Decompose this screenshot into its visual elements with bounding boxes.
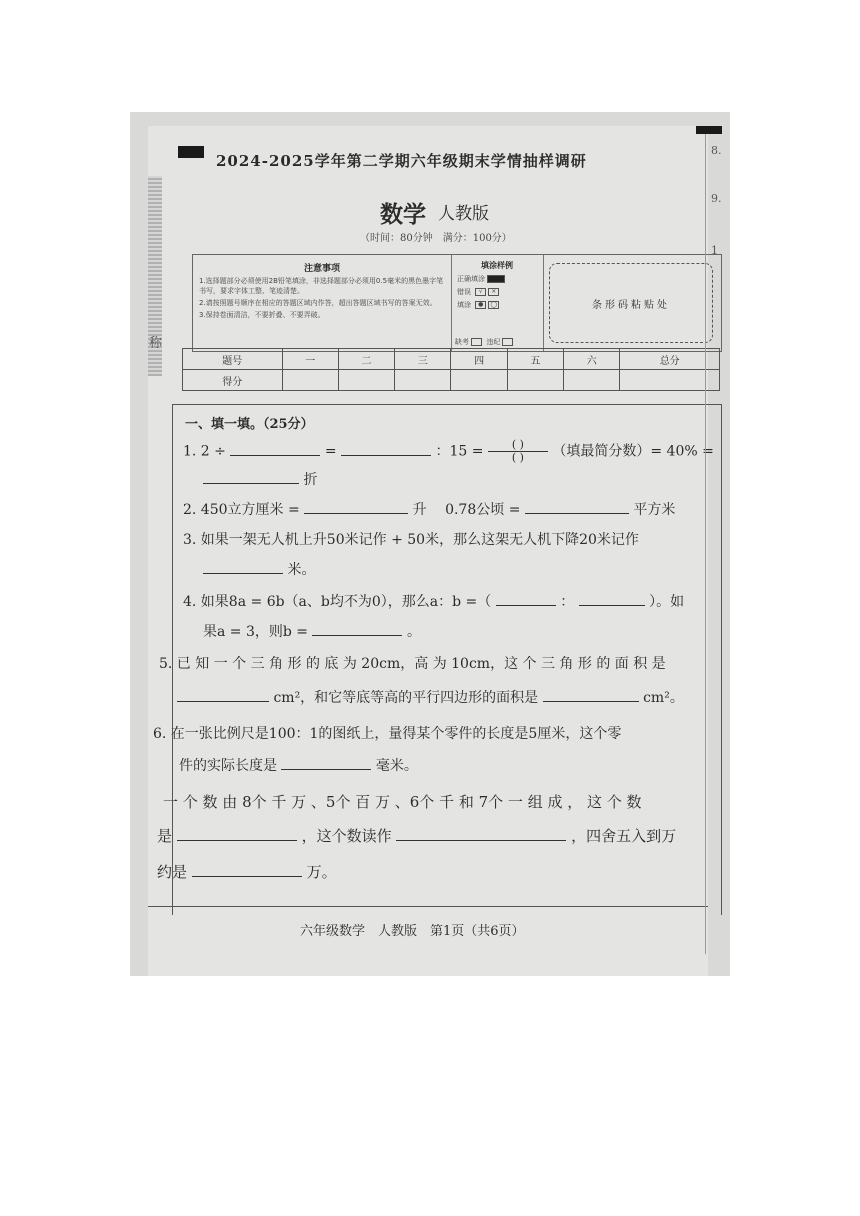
q5-text: cm²，和它等底等高的平行四边形的面积是 [273, 690, 539, 706]
answer-blank[interactable] [230, 454, 320, 456]
answer-blank[interactable] [396, 839, 566, 841]
check-box-icon: √ [475, 288, 486, 296]
footer-divider [148, 906, 708, 907]
question-7-cont [157, 825, 676, 846]
absent-label: 缺考 [455, 338, 469, 346]
score-cell[interactable] [564, 370, 620, 391]
wrong-label: 错误 [457, 288, 471, 296]
answer-blank[interactable] [341, 454, 431, 456]
answer-blank[interactable] [496, 604, 556, 606]
q4-text: 果a = 3，则b = [203, 624, 309, 640]
q1-text: 1. 2 ÷ [183, 443, 226, 460]
q7-text: ，四舍五入到万 [571, 827, 677, 845]
score-header-cell: 五 [507, 349, 563, 370]
edition-label: 人教版 [438, 204, 489, 224]
answer-blank[interactable] [203, 482, 299, 484]
answer-blank[interactable] [543, 700, 639, 702]
fill-label: 填涂 [457, 301, 471, 309]
question-7-cont2 [157, 861, 337, 882]
section-fill-in [153, 404, 722, 915]
score-header-cell: 一 [282, 349, 338, 370]
fraction-numerator: ( ) [511, 438, 524, 451]
notice-box [192, 254, 722, 352]
registration-mark [178, 146, 204, 158]
fill-sample-section [451, 255, 544, 351]
q6-text: 件的实际长度是 [179, 758, 277, 774]
absent-box[interactable] [471, 338, 482, 346]
question-7 [163, 791, 642, 812]
score-header-cell: 题号 [183, 349, 283, 370]
q7-text: 一 个 数 由 8个 千 万 、5个 百 万 、6个 千 和 7个 一 组 成 ， 这 个 数 [163, 793, 642, 811]
side-label: 1 [711, 244, 718, 257]
next-page-edge [705, 134, 730, 954]
q7-text: ，这个数读作 [301, 827, 392, 845]
score-table-header-row [183, 349, 720, 370]
q7-text: 约是 [157, 863, 188, 881]
answer-blank[interactable] [312, 634, 402, 636]
score-table-row [183, 370, 720, 391]
correct-label: 正确填涂 [457, 275, 485, 283]
q2-text: 2. 450立方厘米 = [183, 502, 300, 518]
question-6-cont [179, 755, 418, 775]
score-row-label: 得分 [183, 370, 283, 391]
question-4 [183, 591, 684, 611]
side-label: 9. [711, 192, 722, 205]
answer-blank[interactable] [177, 700, 269, 702]
exam-page [148, 126, 714, 976]
score-header-cell: 四 [451, 349, 507, 370]
q1-text: 折 [303, 472, 318, 488]
question-1-cont [203, 469, 317, 489]
fraction-blank[interactable] [488, 439, 548, 464]
score-cell[interactable] [451, 370, 507, 391]
time-info: （时间：80分钟 满分：100分） [360, 233, 512, 244]
question-3-cont [203, 559, 315, 579]
answer-blank[interactable] [281, 768, 371, 770]
score-cell[interactable] [338, 370, 394, 391]
barcode-area: 条形码粘贴处 [549, 263, 713, 343]
photo-background [130, 112, 730, 976]
score-cell[interactable] [507, 370, 563, 391]
notice-heading: 注意事项 [303, 264, 340, 274]
page-footer: 六年级数学 人教版 第1页（共6页） [300, 924, 525, 939]
q2-text: 升 0.78公顷 = [412, 502, 521, 518]
question-6 [153, 723, 621, 743]
q4-text: 。 [406, 624, 421, 640]
q6-text: 毫米。 [375, 758, 418, 774]
answer-blank[interactable] [525, 512, 629, 514]
notice-item: 2.请按照题号顺序在相应的答题区域内作答，超出答题区域书写的答案无效。 [199, 299, 437, 307]
q5-text: 5. 已 知 一 个 三 角 形 的 底 为 20cm，高 为 10cm，这 个 三 角 形 的 面 积 是 [159, 656, 666, 672]
answer-blank[interactable] [177, 839, 297, 841]
q5-text: cm²。 [643, 690, 684, 706]
circle-box-icon: ◯ [488, 301, 499, 309]
question-3 [183, 529, 639, 549]
score-header-cell: 总分 [620, 349, 720, 370]
answer-blank[interactable] [579, 604, 645, 606]
score-cell[interactable] [282, 370, 338, 391]
side-char: 称 [149, 336, 163, 351]
q6-text: 6. 在一张比例尺是100：1的图纸上，量得某个零件的长度是5厘米，这个零 [153, 726, 622, 742]
dot-box-icon: ● [475, 301, 486, 309]
q2-text: 平方米 [633, 502, 676, 518]
q3-text: 3. 如果一架无人机上升50米记作 + 50米，那么这架无人机下降20米记作 [183, 532, 639, 548]
notice-item: 3.保持卷面清洁，不要折叠、不要弄破。 [199, 311, 325, 319]
q4-text: ）。如 [649, 594, 685, 610]
question-2 [183, 499, 675, 519]
violation-box[interactable] [502, 338, 513, 346]
q4-text: 4. 如果8a = 6b（a、b均不为0），那么a：b =（ [183, 594, 492, 610]
answer-blank[interactable] [192, 875, 302, 877]
answer-blank[interactable] [203, 572, 283, 574]
violation-label: 违纪 [486, 338, 501, 346]
fraction-denominator: ( ) [511, 451, 524, 464]
score-header-cell: 二 [338, 349, 394, 370]
question-5 [159, 653, 666, 673]
notice-item: 1.选择题部分必须使用2B铅笔填涂，非选择题部分必须用0.5毫米的黑色墨字笔书写，要求字体工整、笔迹清楚。 [199, 277, 444, 295]
fill-sample-heading: 填涂样例 [481, 261, 513, 270]
filled-box-icon [487, 275, 505, 283]
question-1 [183, 439, 714, 464]
exam-title: 2024-2025学年第二学期六年级期末学情抽样调研 [216, 152, 587, 170]
score-table [182, 348, 720, 391]
question-5-cont [177, 687, 684, 707]
section-heading: 一、填一填。（25分） [185, 417, 314, 432]
score-header-cell: 六 [564, 349, 620, 370]
q1-text: = [324, 443, 337, 460]
side-label: 8. [711, 144, 722, 157]
q7-text: 万。 [306, 863, 337, 881]
score-header-cell: 三 [395, 349, 451, 370]
q1-text: （填最简分数）= 40% = [552, 443, 714, 460]
q4-text: ： [560, 594, 575, 610]
q3-text: 米。 [287, 562, 316, 578]
q1-text: ：15 = [435, 443, 484, 460]
registration-mark [696, 126, 722, 134]
answer-blank[interactable] [304, 512, 408, 514]
q7-text: 是 [157, 827, 173, 845]
notice-section [193, 255, 452, 351]
question-4-cont [203, 621, 421, 641]
subject-title: 数学 [380, 201, 426, 228]
cross-box-icon: × [488, 288, 499, 296]
score-cell[interactable] [395, 370, 451, 391]
